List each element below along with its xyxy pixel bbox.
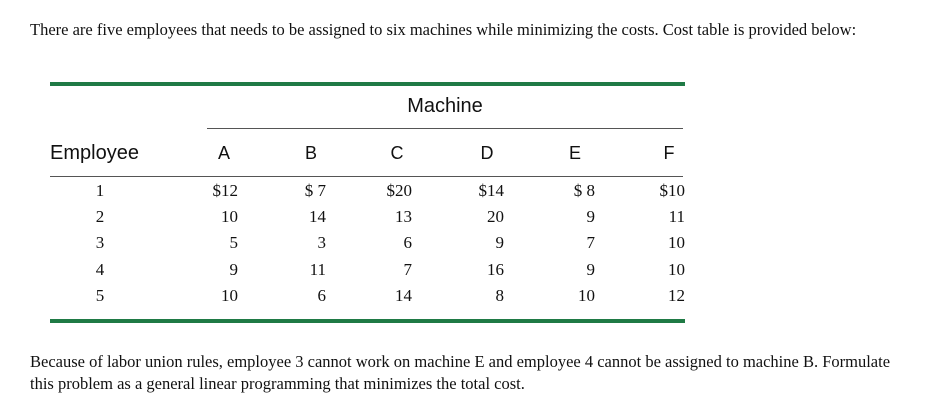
table-header-rule — [50, 176, 683, 177]
table-top-rule — [50, 82, 685, 86]
cost-cell: $ 7 — [304, 181, 326, 200]
cost-cell: 11 — [309, 260, 326, 279]
column-header-b: B — [304, 143, 317, 163]
cost-cell: 12 — [668, 286, 685, 305]
cost-cell: $14 — [478, 181, 504, 200]
cost-cell: 9 — [586, 207, 595, 226]
cost-cell: 20 — [487, 207, 504, 226]
column-header-a: A — [217, 143, 230, 163]
cost-cell: 9 — [586, 260, 595, 279]
cost-cell: 9 — [229, 260, 238, 279]
table-bottom-rule — [50, 319, 685, 323]
cost-cell: 7 — [586, 233, 595, 252]
cost-cell: 5 — [229, 233, 238, 252]
column-header-f: F — [663, 143, 675, 163]
problem-intro-text: There are five employees that needs to be assigned to six machines while minimizing the costs. Cost table is provided below: — [30, 20, 857, 39]
employee-label: 3 — [95, 233, 105, 252]
cost-cell: 7 — [403, 260, 412, 279]
cost-cell: 10 — [668, 260, 685, 279]
column-header-d: D — [480, 143, 494, 163]
cost-cell: 14 — [309, 207, 326, 226]
problem-constraint-text: Because of labor union rules, employee 3 cannot work on machine E and employee 4 cannot be assigned to machine B. Formulate this problem as a general linear programming that minimizes the total cost. — [30, 352, 891, 393]
cost-cell: 16 — [487, 260, 504, 279]
employee-label: 4 — [95, 260, 105, 279]
employee-label: 5 — [95, 286, 105, 305]
employee-header: Employee — [50, 142, 139, 164]
cost-cell: 11 — [668, 207, 685, 226]
cost-cell: 10 — [578, 286, 595, 305]
cost-cell: 6 — [317, 286, 326, 305]
cost-cell: $ 8 — [573, 181, 595, 200]
cost-cell: $20 — [386, 181, 412, 200]
column-header-e: E — [568, 143, 581, 163]
employee-label: 2 — [95, 207, 105, 226]
machine-header-rule — [207, 128, 683, 129]
cost-cell: $12 — [212, 181, 238, 200]
cost-cell: 10 — [221, 286, 238, 305]
cost-cell: 3 — [317, 233, 326, 252]
machine-header: Machine — [407, 95, 483, 117]
cost-cell: 10 — [668, 233, 685, 252]
cost-cell: 8 — [495, 286, 504, 305]
cost-cell: $10 — [659, 181, 685, 200]
employee-label: 1 — [95, 181, 105, 200]
column-header-c: C — [390, 143, 404, 163]
cost-cell: 10 — [221, 207, 238, 226]
cost-cell: 9 — [495, 233, 504, 252]
cost-cell: 6 — [403, 233, 412, 252]
cost-cell: 14 — [395, 286, 412, 305]
cost-cell: 13 — [395, 207, 412, 226]
